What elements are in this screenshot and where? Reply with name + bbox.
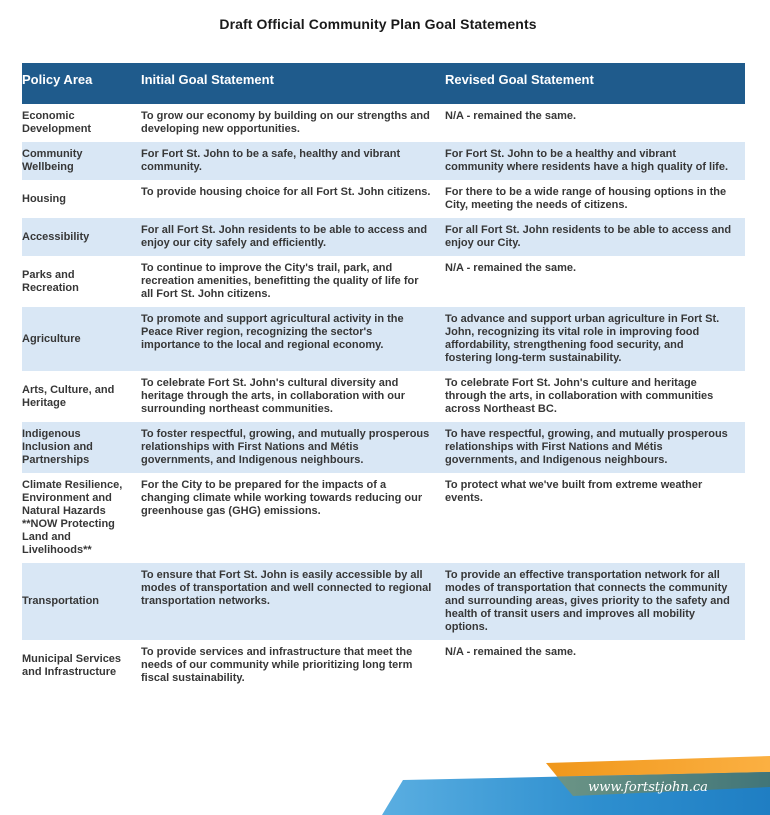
table-row bbox=[22, 256, 745, 307]
table-header-row bbox=[22, 63, 745, 104]
initial-goal-cell: For all Fort St. John residents to be able to access and enjoy our city safely and efficiently. bbox=[141, 224, 428, 249]
policy-area-cell: Climate Resilience, Environment and Natural Hazards **NOW Protecting Land and Livelihoods** bbox=[22, 479, 123, 556]
policy-area-cell: Community Wellbeing bbox=[22, 148, 83, 173]
table-row bbox=[22, 180, 745, 218]
revised-goal-cell: To advance and support urban agriculture in Fort St. John, recognizing its vital role in improving food affordability, strengthening food security, and fostering long-term sustainability. bbox=[445, 313, 720, 364]
table-row bbox=[22, 104, 745, 142]
revised-goal-cell: For all Fort St. John residents to be able to access and enjoy our City. bbox=[445, 224, 732, 249]
initial-goal-cell: To continue to improve the City's trail, park, and recreation amenities, benefitting the quality of life for all Fort St. John citizens. bbox=[141, 262, 419, 300]
policy-area-cell: Indigenous Inclusion and Partnerships bbox=[22, 428, 93, 466]
initial-goal-cell: To ensure that Fort St. John is easily accessible by all modes of transportation and well connected to regional transportation networks. bbox=[141, 569, 432, 607]
revised-goal-cell: To have respectful, growing, and mutually prosperous relationships with First Nations and Métis governments, and Indigenous neighbours. bbox=[445, 428, 728, 466]
table-row bbox=[22, 307, 745, 371]
table-row bbox=[22, 142, 745, 180]
footer-website-url: www.fortstjohn.ca bbox=[588, 780, 708, 795]
policy-area-cell: Arts, Culture, and Heritage bbox=[22, 383, 115, 409]
initial-goal-cell: To foster respectful, growing, and mutually prosperous relationships with First Nations and Métis governments, and Indigenous neighbours. bbox=[141, 428, 430, 466]
table-row bbox=[22, 371, 745, 422]
footer-brand-graphic bbox=[0, 735, 770, 815]
policy-area-cell: Municipal Services and Infrastructure bbox=[22, 652, 122, 678]
initial-goal-cell: For Fort St. John to be a safe, healthy and vibrant community. bbox=[141, 148, 401, 173]
column-header-initial-goal: Initial Goal Statement bbox=[141, 63, 445, 104]
policy-area-cell: Transportation bbox=[22, 595, 100, 607]
initial-goal-cell: To promote and support agricultural activity in the Peace River region, recognizing the sector's importance to the local and regional economy. bbox=[141, 313, 404, 351]
revised-goal-cell: To protect what we've built from extreme weather events. bbox=[445, 479, 703, 504]
revised-goal-cell: N/A - remained the same. bbox=[445, 110, 577, 122]
revised-goal-cell: N/A - remained the same. bbox=[445, 262, 577, 274]
policy-area-cell: Accessibility bbox=[22, 230, 90, 243]
initial-goal-cell: To grow our economy by building on our strengths and developing new opportunities. bbox=[141, 110, 430, 135]
table-row bbox=[22, 422, 745, 473]
table-row bbox=[22, 473, 745, 563]
page-title: Draft Official Community Plan Goal Statements bbox=[219, 16, 537, 32]
revised-goal-cell: To celebrate Fort St. John's culture and heritage through the arts, in collaboration with communities across Northeast BC. bbox=[445, 377, 714, 415]
policy-area-cell: Parks and Recreation bbox=[22, 268, 79, 294]
revised-goal-cell: For Fort St. John to be a healthy and vibrant community where residents have a high quality of life. bbox=[445, 148, 729, 173]
policy-area-cell: Economic Development bbox=[22, 110, 92, 135]
revised-goal-cell: N/A - remained the same. bbox=[445, 646, 577, 658]
revised-goal-cell: To provide an effective transportation network for all modes of transportation that connects the community and surrounding areas, gives priority to the safety and health of transit users and improves all mobility options. bbox=[445, 569, 730, 633]
initial-goal-cell: For the City to be prepared for the impacts of a changing climate while working towards reducing our greenhouse gas (GHG) emissions. bbox=[141, 479, 423, 517]
initial-goal-cell: To celebrate Fort St. John's cultural diversity and heritage through the arts, in collaboration with our surrounding northeast communities. bbox=[141, 377, 406, 415]
policy-area-cell: Agriculture bbox=[22, 332, 81, 345]
column-header-policy-area: Policy Area bbox=[22, 63, 141, 104]
revised-goal-cell: For there to be a wide range of housing options in the City, meeting the needs of citizens. bbox=[445, 186, 727, 211]
table-row bbox=[22, 218, 745, 256]
initial-goal-cell: To provide housing choice for all Fort St. John citizens. bbox=[141, 186, 431, 198]
table-row bbox=[22, 563, 745, 640]
goal-statements-table bbox=[22, 63, 745, 691]
table-row bbox=[22, 640, 745, 691]
initial-goal-cell: To provide services and infrastructure that meet the needs of our community while prioritizing long term fiscal sustainability. bbox=[141, 646, 413, 684]
column-header-revised-goal: Revised Goal Statement bbox=[445, 63, 745, 104]
policy-area-cell: Housing bbox=[22, 192, 66, 205]
